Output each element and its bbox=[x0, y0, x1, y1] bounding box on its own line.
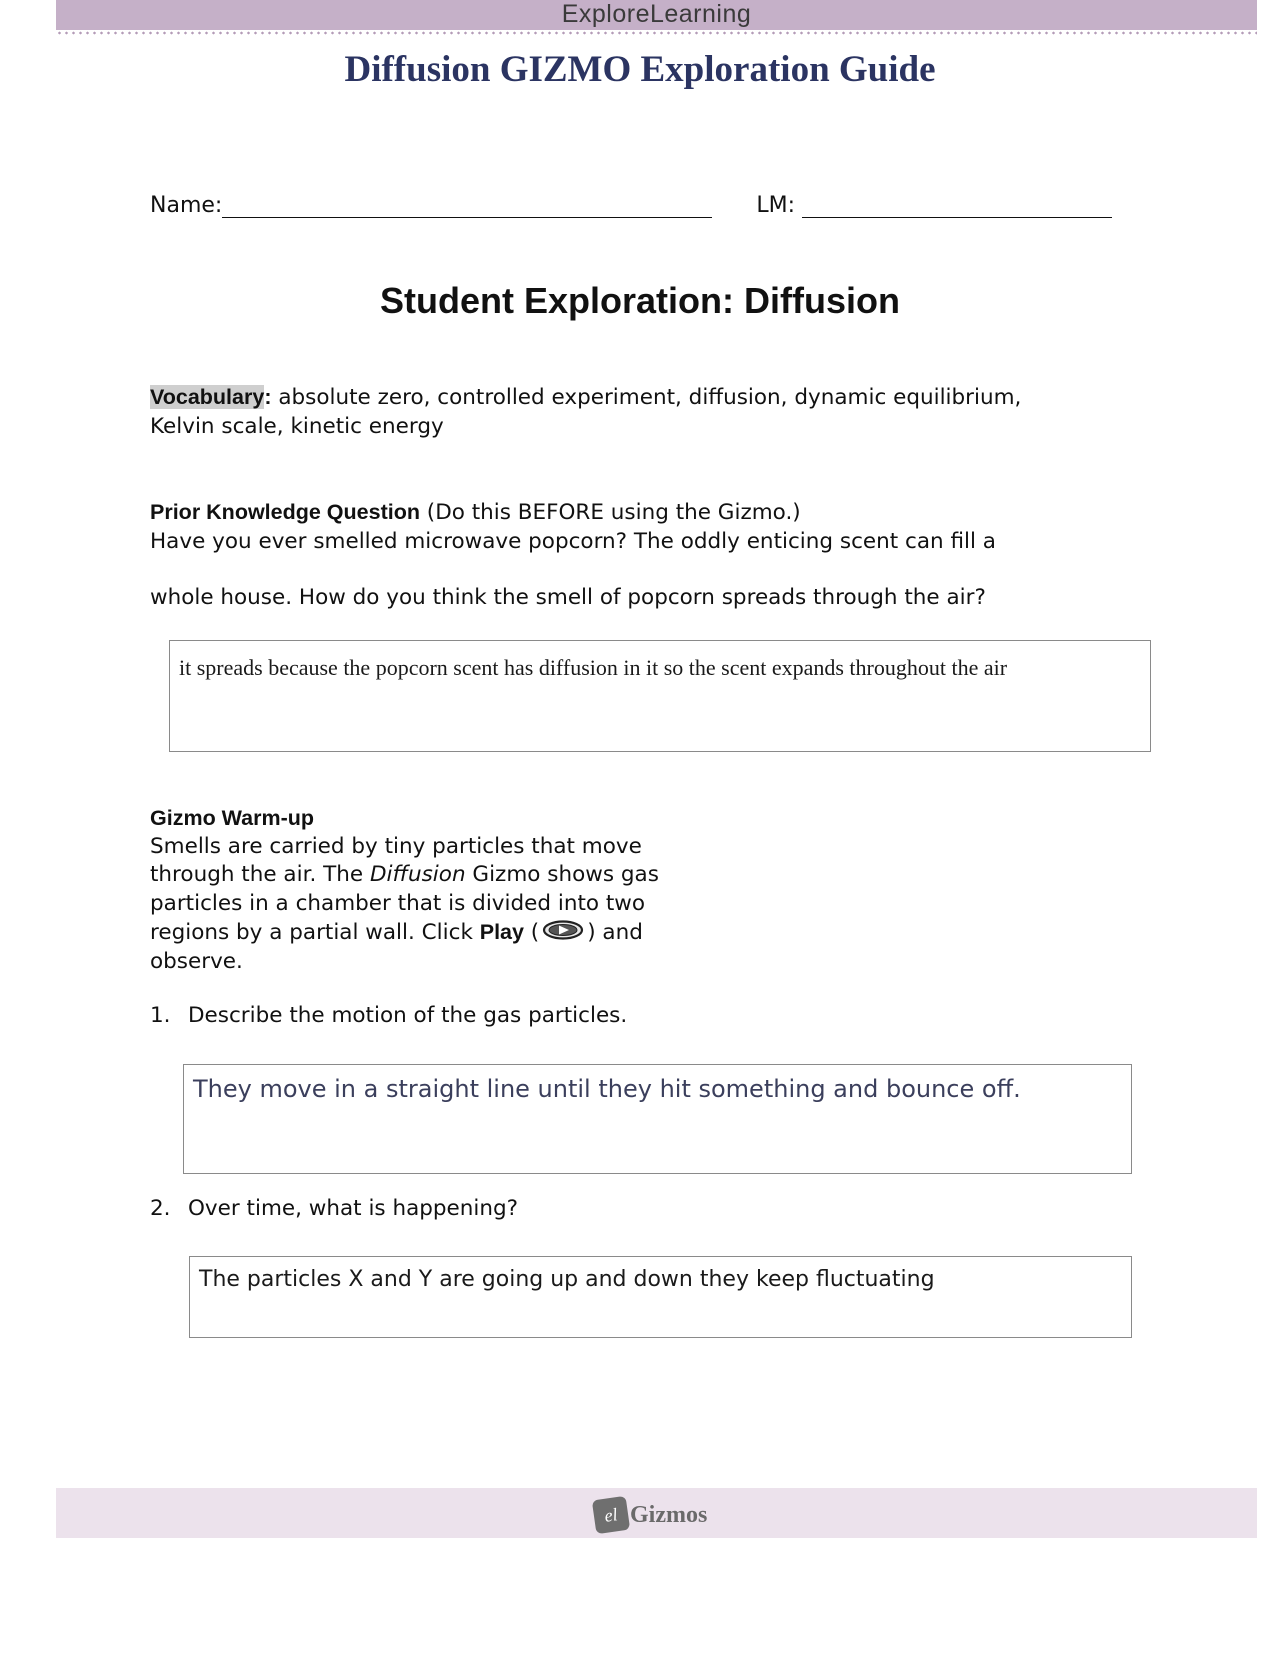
prior-knowledge-answer: it spreads because the popcorn scent has diffusion in it so the scent expands throughout the air bbox=[179, 655, 1008, 680]
question-2-text: Over time, what is happening? bbox=[188, 1196, 519, 1221]
name-label: Name: bbox=[150, 193, 223, 218]
warmup-line1: Smells are carried by tiny particles that move bbox=[150, 833, 642, 859]
prior-knowledge-line2: whole house. How do you think the smell of popcorn spreads through the air? bbox=[150, 585, 986, 610]
question-1-text: Describe the motion of the gas particles. bbox=[188, 1003, 628, 1028]
prior-knowledge-section bbox=[150, 498, 996, 613]
gizmos-logo bbox=[594, 1497, 707, 1533]
gizmos-badge-icon: el bbox=[592, 1496, 630, 1534]
question-2-answer-box[interactable] bbox=[189, 1256, 1132, 1338]
question-1-number: 1. bbox=[150, 1003, 171, 1028]
warmup-section bbox=[150, 804, 659, 976]
vocabulary-section bbox=[150, 383, 1021, 441]
warmup-line5: observe. bbox=[150, 948, 243, 974]
warmup-line4-c: ) and bbox=[587, 920, 643, 945]
prior-knowledge-line1: Have you ever smelled microwave popcorn? The oddly enticing scent can fill a bbox=[150, 528, 996, 554]
explorelearning-logo: ExploreLearning bbox=[561, 0, 752, 28]
play-word: Play bbox=[479, 920, 524, 944]
vocabulary-colon: : bbox=[264, 385, 272, 409]
lm-label: LM: bbox=[756, 193, 795, 218]
question-2-answer: The particles X and Y are going up and down they keep fluctuating bbox=[199, 1267, 935, 1292]
warmup-line3: particles in a chamber that is divided into two bbox=[150, 890, 646, 916]
question-1-answer-box[interactable] bbox=[183, 1064, 1132, 1174]
warmup-line4-a: regions by a partial wall. Click bbox=[150, 920, 480, 945]
vocabulary-terms-line1: absolute zero, controlled experiment, diffusion, dynamic equilibrium, bbox=[271, 385, 1022, 410]
vocabulary-terms-line2: Kelvin scale, kinetic energy bbox=[150, 413, 444, 439]
question-2-number: 2. bbox=[150, 1196, 171, 1221]
warmup-line2-a: through the air. The bbox=[150, 862, 370, 887]
exploration-title: Student Exploration: Diffusion bbox=[380, 280, 900, 321]
question-1-answer: They move in a straight line until they hit something and bounce off. bbox=[193, 1075, 1021, 1103]
warmup-heading: Gizmo Warm-up bbox=[150, 806, 315, 830]
prior-knowledge-heading: Prior Knowledge Question bbox=[150, 500, 420, 524]
lm-blank[interactable] bbox=[802, 195, 1112, 218]
gizmos-wordmark: Gizmos bbox=[630, 1501, 708, 1528]
diffusion-italic: Diffusion bbox=[369, 862, 466, 887]
header-band bbox=[56, 0, 1257, 30]
prior-knowledge-answer-box[interactable] bbox=[169, 640, 1151, 752]
vocabulary-label: Vocabulary bbox=[150, 385, 265, 409]
warmup-line2 bbox=[150, 861, 659, 890]
play-button-icon bbox=[542, 920, 584, 940]
warmup-line2-b: Gizmo shows gas bbox=[465, 862, 659, 887]
prior-knowledge-note: (Do this BEFORE using the Gizmo.) bbox=[419, 500, 801, 525]
name-blank[interactable] bbox=[222, 195, 712, 218]
warmup-line4-b: ( bbox=[523, 920, 540, 945]
name-lm-line bbox=[150, 193, 1112, 218]
warmup-line4 bbox=[150, 918, 659, 948]
header-dotted-divider bbox=[56, 31, 1257, 35]
guide-title: Diffusion GIZMO Exploration Guide bbox=[344, 49, 936, 90]
